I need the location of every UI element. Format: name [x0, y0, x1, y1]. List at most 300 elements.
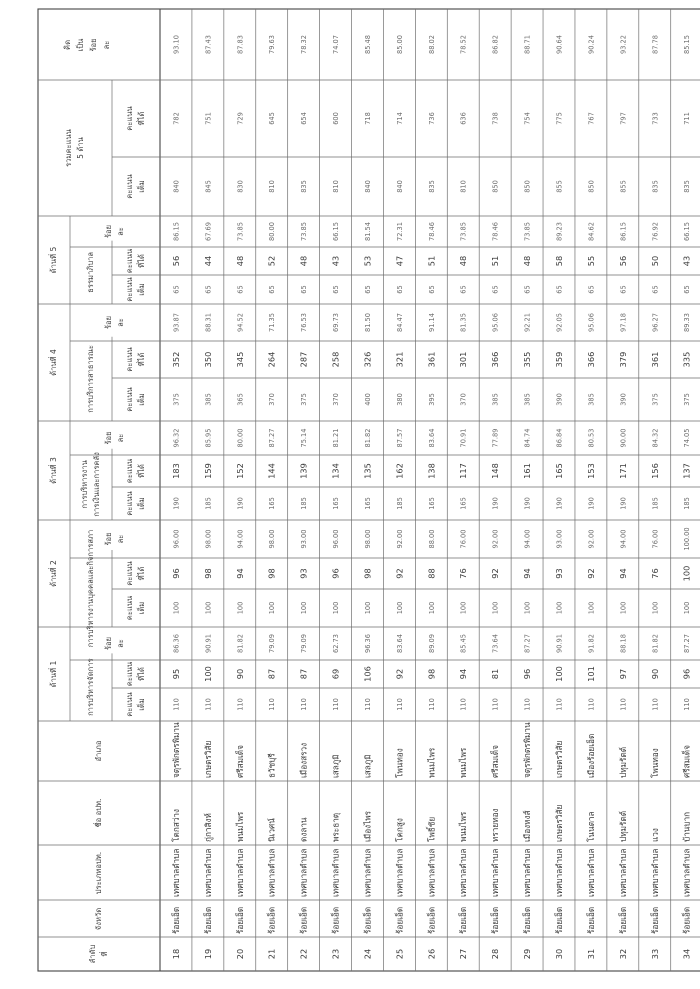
cell-d1f: 110	[172, 698, 181, 711]
header-group-5: ด้านที่ 5	[49, 246, 58, 274]
cell-d5g: 48	[522, 255, 533, 267]
cell-dist: โพนทอง	[394, 748, 405, 778]
cell-tp: 87.43	[204, 35, 213, 54]
cell-d3g: 171	[617, 463, 628, 479]
cell-tp: 88.02	[427, 35, 436, 54]
cell-d4f: 375	[300, 393, 309, 406]
cell-name: พระธาตุ	[330, 812, 341, 842]
cell-prov: ร้อยเอ็ด	[234, 906, 245, 934]
cell-d5g: 56	[617, 255, 628, 267]
cell-prov: ร้อยเอ็ด	[362, 906, 373, 934]
cell-tp: 85.15	[683, 35, 692, 54]
cell-d5f: 65	[683, 285, 692, 294]
cell-d2p: 93.00	[555, 529, 564, 549]
cell-prov: ร้อยเอ็ด	[170, 906, 181, 934]
cell-d3g: 183	[170, 463, 181, 479]
cell-tg: 600	[332, 112, 341, 125]
cell-d2p: 94.00	[236, 529, 245, 549]
cell-d5p: 81.54	[363, 222, 372, 241]
cell-type: เทศบาลตำบล	[649, 848, 660, 897]
header-full-2: คะแนน	[125, 595, 134, 621]
cell-d4g: 379	[617, 351, 628, 368]
cell-d5p: 76.92	[651, 222, 660, 241]
cell-tp: 79.63	[268, 35, 277, 54]
cell-type: เทศบาลตำบล	[202, 848, 213, 897]
header-full-2-b: เต็ม	[137, 601, 146, 615]
header-total-2: 5 ด้าน	[76, 137, 85, 159]
cell-d1f: 110	[587, 698, 596, 711]
cell-d1g: 95	[170, 668, 181, 680]
cell-d3p: 70.91	[459, 428, 468, 448]
cell-d4p: 81.35	[459, 313, 468, 332]
cell-d3f: 190	[172, 497, 181, 510]
header-full-3: คะแนน	[125, 491, 134, 516]
cell-d1f: 110	[523, 698, 532, 711]
cell-d5g: 50	[649, 255, 660, 267]
cell-d2f: 100	[172, 601, 181, 615]
cell-no: 27	[458, 948, 469, 960]
cell-d3p: 86.84	[555, 428, 564, 448]
cell-d4g: 326	[362, 351, 373, 368]
cell-d1g: 94	[458, 668, 469, 680]
cell-d4g: 352	[170, 351, 181, 368]
cell-d3g: 139	[298, 463, 309, 479]
cell-d5p: 80.00	[268, 222, 277, 241]
header-group-4: ด้านที่ 4	[49, 349, 58, 376]
cell-dist: เมืองสรวง	[298, 742, 309, 778]
cell-d5p: 72.31	[395, 222, 404, 241]
cell-d2g: 93	[554, 568, 564, 579]
header-group-2: ด้านที่ 2	[49, 560, 58, 587]
cell-d5f: 65	[459, 285, 468, 294]
cell-name: พนมไพร	[458, 811, 469, 842]
cell-name: บ้านบาก	[681, 811, 692, 842]
header-total-full: คะแนน	[125, 174, 134, 199]
cell-dist: โพนทอง	[649, 748, 660, 778]
cell-d1p: 90.91	[555, 634, 564, 653]
cell-d3p: 77.89	[491, 428, 500, 448]
cell-type: เทศบาลตำบล	[585, 848, 596, 897]
cell-dist: เกษตรวิสัย	[554, 740, 564, 778]
header-got-1: คะแนน	[125, 661, 134, 687]
cell-d3g: 144	[266, 463, 277, 479]
cell-prov: ร้อยเอ็ด	[394, 906, 405, 934]
header-full-4-b: เต็ม	[137, 393, 146, 406]
cell-d4g: 361	[426, 351, 437, 368]
cell-d2g: 94	[234, 568, 245, 579]
cell-d4f: 395	[427, 393, 436, 406]
cell-no: 31	[585, 948, 596, 960]
cell-d5g: 55	[585, 255, 596, 267]
cell-d3f: 165	[427, 497, 436, 510]
cell-dist: พนมไพร	[426, 747, 437, 778]
cell-type: เทศบาลตำบล	[426, 848, 437, 897]
header-sub-1: การบริหารจัดการ	[86, 658, 95, 716]
cell-d2f: 100	[300, 601, 309, 615]
cell-prov: ร้อยเอ็ด	[490, 906, 501, 934]
cell-tf: 830	[236, 180, 245, 193]
cell-tp: 87.83	[236, 35, 245, 54]
cell-tf: 855	[555, 180, 564, 193]
header-group-3: ด้านที่ 3	[49, 457, 58, 484]
cell-d3p: 75.14	[300, 428, 309, 448]
cell-no: 22	[298, 948, 309, 960]
cell-d2f: 100	[204, 601, 213, 615]
cell-d4p: 92.05	[555, 313, 564, 332]
cell-d1p: 89.09	[427, 634, 436, 653]
cell-type: เทศบาลตำบล	[458, 848, 469, 897]
cell-d1g: 69	[330, 668, 341, 680]
cell-d1f: 110	[204, 698, 213, 711]
cell-d1f: 110	[651, 698, 660, 711]
cell-d3f: 190	[491, 497, 500, 510]
cell-d4f: 390	[619, 393, 628, 406]
cell-d3g: 156	[649, 463, 660, 479]
cell-no: 24	[362, 948, 373, 960]
cell-name: แวง	[649, 828, 660, 842]
header-no-2: ที่	[100, 951, 109, 957]
cell-d4p: 88.31	[204, 313, 213, 332]
cell-d2g: 92	[585, 568, 596, 579]
cell-d2f: 100	[619, 601, 628, 615]
cell-d2p: 94.00	[523, 529, 532, 549]
cell-dist: เกษตรวิสัย	[202, 740, 213, 778]
cell-d3f: 185	[204, 497, 213, 510]
cell-d5f: 65	[523, 285, 532, 294]
cell-type: เทศบาลตำบล	[681, 848, 692, 897]
header-full-4: คะแนน	[125, 387, 134, 412]
cell-d3f: 165	[332, 497, 341, 510]
cell-prov: ร้อยเอ็ด	[554, 906, 564, 934]
cell-d5p: 89.23	[555, 222, 564, 241]
cell-d2f: 100	[395, 601, 404, 615]
header-name: ชื่อ อปท.	[94, 798, 103, 828]
cell-type: เทศบาลตำบล	[234, 848, 245, 897]
cell-d1f: 110	[236, 698, 245, 711]
cell-d4f: 385	[587, 393, 596, 406]
cell-d5p: 66.15	[332, 222, 341, 241]
cell-d3p: 81.82	[363, 428, 372, 448]
cell-d5g: 51	[490, 255, 501, 267]
cell-d4g: 287	[298, 351, 309, 368]
cell-d3g: 117	[458, 463, 469, 479]
cell-d2f: 100	[523, 601, 532, 615]
cell-no: 26	[426, 948, 437, 960]
cell-tf: 835	[683, 180, 692, 193]
cell-d2f: 100	[555, 601, 564, 615]
cell-d4f: 370	[268, 393, 277, 406]
cell-d1f: 110	[363, 698, 372, 711]
cell-d5g: 53	[362, 255, 373, 267]
cell-d2g: 98	[362, 568, 373, 579]
cell-d5f: 65	[300, 285, 309, 294]
cell-d1g: 100	[554, 666, 564, 682]
cell-d3p: 90.00	[619, 428, 628, 448]
cell-tf: 810	[332, 180, 341, 193]
cell-d4g: 350	[202, 351, 213, 368]
cell-d1f: 110	[395, 698, 404, 711]
cell-d5p: 73.85	[459, 222, 468, 241]
cell-d1p: 83.64	[395, 634, 404, 653]
cell-d4p: 97.18	[619, 313, 628, 332]
cell-name: โคกสว่าง	[170, 808, 181, 842]
cell-d3g: 161	[522, 463, 533, 479]
cell-d3p: 85.95	[204, 428, 213, 448]
cell-tg: 718	[363, 112, 372, 125]
cell-tf: 845	[204, 180, 213, 193]
cell-no: 34	[681, 948, 692, 960]
cell-type: เทศบาลตำบล	[362, 848, 373, 897]
cell-tg: 729	[236, 112, 245, 125]
cell-d1g: 81	[490, 668, 501, 680]
cell-d5g: 48	[234, 255, 245, 267]
cell-type: เทศบาลตำบล	[617, 848, 628, 897]
cell-no: 25	[394, 948, 405, 960]
cell-d2g: 96	[330, 568, 341, 579]
cell-d4g: 366	[490, 351, 501, 368]
cell-prov: ร้อยเอ็ด	[649, 906, 660, 934]
cell-d4f: 365	[236, 393, 245, 406]
cell-type: เทศบาลตำบล	[170, 848, 181, 897]
cell-d5g: 48	[298, 255, 309, 267]
cell-no: 29	[522, 948, 533, 960]
header-got-3-b: ที่ได้	[137, 464, 146, 478]
cell-d3f: 190	[236, 497, 245, 510]
cell-d1f: 110	[619, 698, 628, 711]
cell-d2g: 76	[458, 568, 469, 579]
cell-d2p: 100.00	[683, 527, 692, 551]
cell-d2p: 98.00	[363, 529, 372, 549]
cell-d3g: 148	[490, 463, 501, 479]
cell-d3g: 138	[426, 463, 437, 479]
header-sub-5: ธรรมาภิบาล	[86, 251, 95, 293]
cell-name: นิเวศน์	[266, 818, 277, 842]
cell-d1p: 81.82	[651, 634, 660, 653]
cell-tg: 654	[300, 112, 309, 125]
cell-d1g: 97	[617, 668, 628, 680]
cell-d1p: 88.18	[619, 634, 628, 653]
cell-name: โนนตาล	[585, 811, 596, 842]
cell-d4p: 95.06	[587, 313, 596, 332]
cell-d3f: 190	[619, 497, 628, 510]
cell-d4p: 94.52	[236, 313, 245, 332]
cell-d3p: 81.21	[332, 428, 341, 448]
cell-d2f: 100	[268, 601, 277, 615]
cell-prov: ร้อยเอ็ด	[681, 906, 692, 934]
cell-d5p: 73.85	[300, 222, 309, 241]
cell-d4f: 400	[363, 393, 372, 406]
header-sub-2: การบริหารงานบุคคลและกิจการสภา	[86, 529, 95, 648]
header-province: จังหวัด	[94, 907, 103, 931]
cell-d2g: 92	[490, 568, 501, 579]
cell-d3g: 137	[681, 463, 692, 479]
cell-dist: เมืองร้อยเอ็ด	[585, 733, 596, 778]
cell-no: 30	[554, 948, 564, 960]
cell-prov: ร้อยเอ็ด	[585, 906, 596, 934]
cell-d4p: 96.27	[651, 313, 660, 332]
cell-d1g: 92	[394, 668, 405, 680]
cell-tg: 775	[555, 112, 564, 125]
cell-d2p: 88.00	[427, 529, 436, 549]
cell-tf: 850	[491, 180, 500, 193]
cell-d3p: 80.00	[236, 428, 245, 448]
header-sub-3: การบริหารงาน	[80, 460, 89, 509]
header-total-got: คะแนน	[125, 106, 134, 131]
cell-d5p: 86.15	[619, 222, 628, 241]
cell-d4p: 81.50	[363, 313, 372, 332]
cell-type: เทศบาลตำบล	[394, 848, 405, 897]
cell-d5g: 44	[202, 255, 213, 267]
cell-d1p: 79.09	[300, 634, 309, 653]
cell-name: ทรายทอง	[490, 808, 501, 842]
header-pct-2-b: ละ	[116, 534, 125, 544]
cell-name: เมืองไพร	[362, 810, 373, 842]
header-pct-3-b: ละ	[116, 433, 125, 443]
cell-d2g: 94	[617, 568, 628, 579]
cell-no: 33	[649, 948, 660, 960]
header-got-5: คะแนน	[125, 248, 134, 274]
cell-d5g: 43	[330, 255, 341, 267]
cell-prov: ร้อยเอ็ด	[426, 906, 437, 934]
cell-d4p: 71.35	[268, 313, 277, 332]
cell-tf: 840	[363, 180, 372, 193]
cell-no: 21	[266, 948, 277, 960]
cell-d5g: 47	[394, 255, 405, 267]
cell-d1g: 87	[298, 668, 309, 680]
cell-d1g: 96	[522, 668, 533, 680]
cell-tp: 93.10	[172, 35, 181, 54]
cell-no: 28	[490, 948, 501, 960]
header-got-3: คะแนน	[125, 458, 134, 484]
cell-d3p: 74.05	[683, 428, 692, 448]
cell-d5g: 58	[554, 255, 564, 267]
cell-d1g: 96	[681, 668, 692, 680]
cell-d2f: 100	[587, 601, 596, 615]
cell-d4f: 385	[523, 393, 532, 406]
cell-d4p: 89.33	[683, 313, 692, 332]
cell-d4f: 375	[651, 393, 660, 406]
cell-d1f: 110	[459, 698, 468, 711]
header-total-got-b: ที่ได้	[137, 111, 146, 126]
cell-d1f: 110	[555, 698, 564, 711]
cell-d1p: 96.36	[363, 634, 372, 653]
cell-d5f: 65	[555, 285, 564, 294]
cell-d4g: 321	[394, 351, 405, 368]
cell-d2f: 100	[332, 601, 341, 615]
cell-dist: จตุรพักตรพิมาน	[170, 722, 181, 778]
cell-d2p: 76.00	[459, 529, 468, 549]
cell-d1f: 110	[300, 698, 309, 711]
cell-name: โคกสูง	[394, 818, 405, 842]
header-type: ประเภทอปท.	[94, 851, 103, 895]
cell-tp: 93.22	[619, 35, 628, 54]
cell-tg: 714	[395, 112, 404, 125]
cell-d3p: 84.32	[651, 428, 660, 448]
cell-d3f: 185	[683, 497, 692, 510]
header-full-1-b: เต็ม	[137, 698, 146, 711]
cell-tg: 636	[459, 112, 468, 125]
header-full-5-b: เต็ม	[137, 283, 146, 296]
cell-dist: จตุรพักตรพิมาน	[522, 722, 533, 778]
cell-tp: 88.71	[523, 35, 532, 54]
cell-prov: ร้อยเอ็ด	[458, 906, 469, 934]
cell-d5p: 78.46	[427, 222, 436, 241]
cell-d3p: 84.74	[523, 428, 532, 448]
cell-d5f: 65	[332, 285, 341, 294]
cell-d4f: 385	[204, 393, 213, 406]
header-total-full-b: เต็ม	[137, 180, 146, 193]
cell-d3f: 190	[523, 497, 532, 510]
header-full-1: คะแนน	[125, 692, 134, 717]
cell-type: เทศบาลตำบล	[490, 848, 501, 897]
cell-d1p: 62.73	[332, 634, 341, 653]
cell-d1p: 81.82	[236, 634, 245, 653]
cell-prov: ร้อยเอ็ด	[617, 906, 628, 934]
cell-d3f: 165	[363, 497, 372, 510]
cell-dist: เสลภูมิ	[330, 754, 341, 778]
header-group-1: ด้านที่ 1	[49, 660, 58, 688]
cell-d5p: 66.15	[683, 222, 692, 241]
cell-d5f: 65	[491, 285, 500, 294]
cell-no: 19	[202, 948, 213, 960]
cell-d1g: 87	[266, 668, 277, 680]
cell-tg: 711	[683, 112, 692, 125]
cell-d5p: 86.15	[172, 222, 181, 241]
cell-d4f: 375	[172, 393, 181, 406]
cell-d5f: 65	[204, 285, 213, 294]
header-got-1-b: ที่ได้	[137, 667, 146, 681]
cell-d4g: 361	[649, 351, 660, 368]
cell-d4g: 301	[458, 351, 469, 368]
cell-name: ปทุมรัตต์	[617, 810, 628, 842]
cell-d2p: 76.00	[651, 529, 660, 549]
cell-tf: 850	[587, 180, 596, 193]
cell-type: เทศบาลตำบล	[266, 848, 277, 897]
cell-name: เกษตรวิสัย	[554, 804, 564, 842]
cell-d5f: 65	[268, 285, 277, 294]
header-got-4-b: ที่ได้	[137, 352, 146, 367]
cell-tf: 840	[395, 180, 404, 193]
header-got-4: คะแนน	[125, 347, 134, 372]
cell-d3g: 159	[202, 463, 213, 479]
cell-no: 20	[234, 948, 245, 960]
cell-d3g: 165	[554, 463, 564, 479]
cell-d4p: 84.47	[395, 313, 404, 332]
header-percent-0: คิด	[63, 39, 72, 51]
cell-d3p: 87.57	[395, 428, 404, 448]
cell-dist: ธวัชบุรี	[266, 753, 277, 778]
cell-d2g: 88	[426, 568, 437, 579]
cell-tg: 767	[587, 112, 596, 125]
cell-d1p: 91.82	[587, 634, 596, 653]
cell-d1g: 98	[426, 668, 437, 680]
cell-d2p: 96.00	[332, 529, 341, 549]
cell-d2g: 98	[202, 568, 213, 579]
cell-d4p: 76.53	[300, 313, 309, 332]
cell-d3g: 135	[362, 463, 373, 479]
cell-tf: 835	[651, 180, 660, 193]
cell-d3f: 190	[555, 497, 564, 510]
cell-d3f: 185	[300, 497, 309, 510]
cell-tp: 78.32	[300, 35, 309, 54]
cell-d4p: 93.87	[172, 313, 181, 332]
cell-d5p: 67.69	[204, 222, 213, 241]
cell-d1f: 110	[491, 698, 500, 711]
cell-dist: พนมไพร	[458, 747, 469, 778]
cell-no: 23	[330, 948, 341, 960]
cell-tp: 85.00	[395, 35, 404, 54]
cell-name: เมืองหงส์	[522, 810, 533, 842]
